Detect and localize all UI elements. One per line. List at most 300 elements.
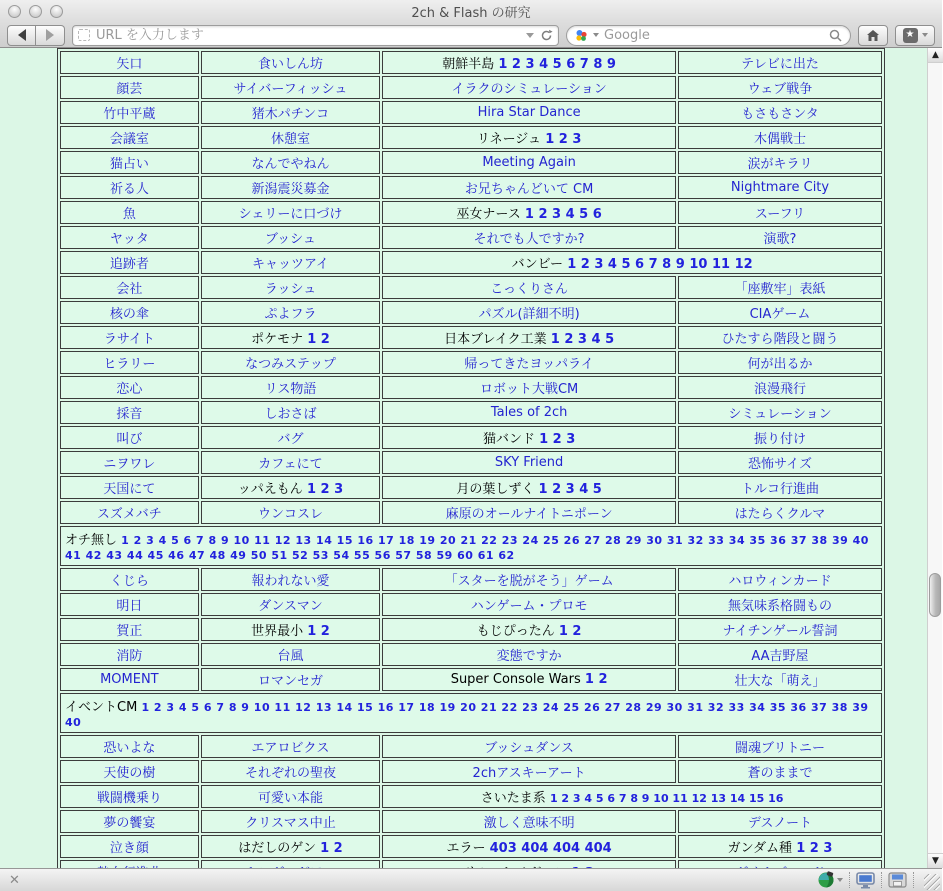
flash-link[interactable]: なんでやねん [251, 157, 330, 172]
table-cell [60, 501, 199, 524]
series-label: リネージュ [476, 132, 546, 147]
episode-links[interactable]: 1 2 3 4 5 6 7 8 9 10 11 12 [567, 257, 753, 272]
table-cell [60, 426, 199, 449]
flash-link[interactable]: 「座敷牢」表紙 [734, 282, 826, 297]
flash-link[interactable]: 戦闘機乗り [96, 791, 162, 806]
flash-link[interactable]: 帰ってきたヨッパライ [464, 357, 594, 372]
flash-link[interactable]: 賀正 [116, 624, 143, 639]
flash-link[interactable]: ダンスマン [258, 599, 323, 614]
series-label: Super Console Wars [450, 672, 585, 687]
display-status-button[interactable] [856, 872, 875, 889]
table-row [60, 735, 882, 758]
episode-links[interactable]: 1 2 3 4 5 6 7 8 9 [498, 57, 616, 72]
extension-dropdown-icon [837, 878, 843, 882]
flash-link[interactable]: 2chアスキーアート [472, 766, 586, 781]
table-cell [60, 401, 199, 424]
flash-link[interactable]: イラクのシミュレーション [451, 82, 607, 97]
table-row [60, 451, 882, 474]
flash-link[interactable]: 恐怖サイズ [748, 457, 812, 472]
table-cell [201, 276, 381, 299]
flash-link[interactable]: 食いしん坊 [257, 57, 323, 72]
flash-link[interactable]: くじら [109, 574, 149, 589]
flash-link[interactable]: 会社 [116, 282, 143, 297]
table-cell [678, 618, 882, 641]
table-row [60, 151, 882, 174]
table-row [60, 810, 882, 833]
table-cell [60, 451, 199, 474]
table-cell [201, 326, 381, 349]
flash-link[interactable]: Hira Star Dance [477, 105, 581, 120]
flash-link[interactable]: 天使の樹 [103, 766, 156, 781]
flash-link[interactable]: 休憩室 [270, 132, 310, 147]
flash-link[interactable]: 演歌? [763, 232, 797, 247]
table-row [60, 351, 882, 374]
flash-link[interactable]: 壮大な「萌え」 [734, 674, 826, 689]
table-cell [678, 760, 882, 783]
table-row [60, 785, 882, 808]
table-cell [382, 151, 676, 174]
flash-link[interactable]: 無気味系格闘もの [727, 599, 832, 614]
vertical-scrollbar[interactable] [927, 48, 942, 868]
flash-link[interactable]: なつみステップ [245, 357, 336, 372]
flash-link[interactable]: 会議室 [109, 132, 149, 147]
series-label: 日本ブレイク工業 [444, 332, 551, 347]
series-label: バンビー [511, 257, 568, 272]
flash-link[interactable]: 新潟震災募金 [251, 182, 330, 197]
table-cell [382, 643, 676, 666]
flash-link[interactable]: キャッツアイ [252, 257, 329, 272]
table-cell [678, 810, 882, 833]
table-cell [60, 126, 199, 149]
flash-link[interactable]: Meeting Again [482, 155, 576, 170]
table-row [60, 251, 882, 274]
table-cell [382, 401, 676, 424]
table-cell [201, 176, 381, 199]
table-cell [201, 785, 381, 808]
table-row [60, 668, 882, 691]
table-row [60, 501, 882, 524]
flash-link[interactable]: 追跡者 [109, 257, 149, 272]
series-label: さいたま系 [480, 791, 550, 806]
table-cell [382, 326, 676, 349]
flash-link[interactable]: 明日 [116, 599, 143, 614]
separator [881, 872, 882, 888]
table-row [60, 693, 882, 733]
flash-link[interactable]: バグ [277, 432, 304, 447]
episode-links[interactable]: 1 2 3 [539, 432, 576, 447]
flash-link[interactable]: ハロウィンカード [728, 574, 832, 589]
star-icon: ★ [903, 28, 918, 43]
table-cell [201, 760, 381, 783]
table-cell [201, 351, 381, 374]
table-row [60, 301, 882, 324]
flash-link[interactable]: スーフリ [754, 207, 806, 222]
flash-link[interactable]: 猪木パチンコ [251, 107, 330, 122]
episode-links[interactable]: 1 2 [307, 332, 330, 347]
table-cell [60, 568, 199, 591]
table-cell [201, 593, 381, 616]
browser-chrome [0, 0, 942, 48]
table-cell [678, 835, 882, 858]
search-icon[interactable] [829, 29, 842, 42]
table-cell [382, 176, 676, 199]
table-cell [201, 643, 381, 666]
flash-link[interactable]: ラッシュ [264, 282, 317, 297]
flash-link[interactable]: 「スターを脱がそう」ゲーム [444, 574, 614, 589]
table-cell [382, 835, 676, 858]
table-cell [678, 201, 882, 224]
flash-link[interactable]: 夢の饗宴 [103, 816, 156, 831]
home-button[interactable] [858, 25, 888, 46]
table-cell [60, 476, 199, 499]
back-button[interactable] [7, 25, 36, 46]
flash-link[interactable]: 顔芸 [116, 82, 143, 97]
flash-link[interactable]: 祈る人 [109, 182, 149, 197]
episode-links[interactable]: 1 2 3 4 5 [538, 482, 602, 497]
table-row [60, 326, 882, 349]
table-cell [678, 276, 882, 299]
flash-link[interactable]: デスノート [747, 816, 813, 831]
table-cell [201, 101, 381, 124]
series-label: ガンダム種 [727, 841, 797, 856]
flash-link[interactable]: ヒラリー [103, 357, 156, 372]
episode-links[interactable]: 1 2 3 4 5 6 [524, 207, 602, 222]
flash-link[interactable]: それでも人ですか? [473, 232, 585, 247]
flash-link[interactable]: 猫占い [109, 157, 149, 172]
table-cell [678, 426, 882, 449]
disk-status-button[interactable] [888, 872, 907, 888]
flash-link[interactable]: スズメバチ [96, 507, 162, 522]
series-label: 月の葉しずく [456, 482, 539, 497]
url-input[interactable] [96, 28, 520, 43]
episode-links[interactable]: 1 2 3 [796, 841, 833, 856]
flash-link[interactable]: 報われない愛 [251, 574, 330, 589]
flash-link[interactable]: Tales of 2ch [490, 405, 568, 420]
flash-link[interactable]: 振り付け [753, 432, 806, 447]
episode-links[interactable]: 403 404 404 404 [489, 841, 612, 856]
table-cell [201, 568, 381, 591]
flash-link[interactable]: シミュレーション [728, 407, 832, 422]
table-cell [201, 501, 381, 524]
flash-link[interactable]: 麻原のオールナイトニポーン [445, 507, 613, 522]
table-cell [60, 301, 199, 324]
table-cell [382, 251, 882, 274]
flash-link[interactable]: はたらくクルマ [734, 507, 826, 522]
table-row [60, 201, 882, 224]
series-label: もじぴったん [476, 624, 559, 639]
table-row [60, 276, 882, 299]
table-cell [201, 618, 381, 641]
table-cell [201, 151, 381, 174]
separator [849, 872, 850, 888]
table-cell [382, 476, 676, 499]
search-engine-dropdown-icon[interactable] [593, 33, 599, 37]
flash-link[interactable]: サイバーフィッシュ [233, 82, 348, 97]
url-dropdown-icon[interactable] [526, 33, 534, 38]
flash-index-table [57, 48, 885, 886]
table-row [60, 835, 882, 858]
series-label: オチ無し [65, 533, 122, 548]
episode-links[interactable]: 1 2 3 [306, 482, 344, 497]
table-cell [60, 810, 199, 833]
table-cell [382, 785, 882, 808]
flash-link[interactable]: 変態ですか [496, 649, 562, 664]
flash-link[interactable]: ヤッタ [109, 232, 149, 247]
flash-link[interactable]: 涙がキラリ [747, 157, 813, 172]
table-cell [60, 76, 199, 99]
flash-link[interactable]: ロボット大戦CM [479, 382, 579, 397]
table-cell [678, 351, 882, 374]
table-cell [678, 451, 882, 474]
flash-link[interactable]: 浪漫飛行 [753, 382, 806, 397]
episode-links[interactable]: 1 2 [307, 624, 330, 639]
flash-link[interactable]: AA吉野屋 [751, 649, 809, 664]
flash-link[interactable]: ロマンセガ [257, 674, 323, 689]
flash-link[interactable]: 激しく意味不明 [483, 816, 575, 831]
episode-links[interactable]: 1 2 [558, 624, 582, 639]
flash-link[interactable]: ラサイト [103, 332, 155, 347]
table-row [60, 101, 882, 124]
table-cell [60, 51, 199, 74]
bookmarks-button[interactable] [895, 25, 935, 46]
table-row [60, 476, 882, 499]
episode-links[interactable]: 1 2 [584, 672, 608, 687]
google-logo-icon[interactable] [575, 29, 588, 42]
table-cell [60, 618, 199, 641]
flash-link[interactable]: エアロビクス [251, 741, 330, 756]
flash-link[interactable]: MOMENT [100, 672, 159, 687]
table-cell [201, 401, 381, 424]
flash-link[interactable]: ウェブ戦争 [747, 82, 813, 97]
flash-link[interactable]: 核の傘 [109, 307, 149, 322]
flash-link[interactable]: ひたすら階段と闘う [721, 332, 839, 347]
table-cell [678, 668, 882, 691]
episode-links[interactable]: 1 2 3 4 5 6 7 8 9 10 11 12 13 14 15 16 [549, 792, 784, 805]
table-cell [678, 735, 882, 758]
table-cell [201, 226, 381, 249]
title-bar[interactable] [0, 0, 942, 22]
flash-link[interactable]: Nightmare City [730, 180, 830, 195]
table-cell [678, 51, 882, 74]
flash-link[interactable]: 何が出るか [747, 357, 813, 372]
series-label: ポケモナ [251, 332, 308, 347]
table-cell [382, 568, 676, 591]
scroll-down-button[interactable] [928, 853, 943, 868]
scroll-down-arrow-icon: ▼ [932, 855, 939, 866]
table-cell [60, 326, 199, 349]
table-cell [60, 835, 199, 858]
display-icon [856, 872, 875, 889]
flash-link[interactable]: ハンゲーム・プロモ [470, 599, 588, 614]
series-label: はだしのゲン [238, 841, 321, 856]
table-cell [678, 593, 882, 616]
table-cell [382, 276, 676, 299]
table-cell [382, 668, 676, 691]
table-cell [382, 351, 676, 374]
flash-link[interactable]: 恐いよな [103, 741, 156, 756]
flash-link[interactable]: 叫び [116, 432, 143, 447]
nav-button-group [7, 25, 65, 46]
series-label: ッパえもん [237, 482, 307, 497]
table-cell [201, 476, 381, 499]
table-cell [201, 201, 381, 224]
reload-icon[interactable] [540, 29, 553, 42]
flash-link[interactable]: ナイチンゲール誓詞 [722, 624, 838, 639]
table-cell [60, 101, 199, 124]
flash-link[interactable]: 矢口 [116, 57, 143, 72]
flash-link[interactable]: カフェにて [258, 457, 323, 472]
table-cell [60, 785, 199, 808]
close-icon[interactable]: ✕ [9, 872, 20, 888]
status-bar [0, 868, 942, 891]
flash-link[interactable]: 台風 [277, 649, 304, 664]
table-cell [60, 251, 199, 274]
table-cell [678, 301, 882, 324]
flash-link[interactable]: シェリーに口づけ [238, 207, 343, 222]
table-cell [60, 201, 199, 224]
table-cell [678, 326, 882, 349]
resize-grip[interactable] [924, 874, 940, 890]
table-cell [201, 126, 381, 149]
flash-link[interactable]: 消防 [116, 649, 143, 664]
flash-link[interactable]: リス物語 [264, 382, 317, 397]
scroll-up-arrow-icon: ▲ [932, 49, 939, 60]
table-cell [382, 760, 676, 783]
table-row [60, 760, 882, 783]
table-cell [382, 201, 676, 224]
series-label: 世界最小 [251, 624, 308, 639]
table-cell [382, 426, 676, 449]
episode-links[interactable]: 1 2 [320, 841, 343, 856]
flash-link[interactable]: ウンコスレ [257, 507, 323, 522]
table-cell [201, 735, 381, 758]
table-row [60, 51, 882, 74]
table-cell [60, 276, 199, 299]
table-cell [201, 835, 381, 858]
flash-link[interactable]: ブッシュ [265, 232, 316, 247]
table-cell [201, 810, 381, 833]
table-cell [201, 76, 381, 99]
episode-links[interactable]: 1 2 3 4 5 6 7 8 9 10 11 12 13 14 15 16 17 18 19 20 21 22 23 24 25 26 27 28 29 30 31 32 33 34 35 36 37 38 39 40 [65, 701, 869, 729]
scrollbar-thumb[interactable] [929, 573, 941, 617]
flash-link[interactable]: 竹中平蔵 [103, 107, 156, 122]
flash-link[interactable]: 天国にて [103, 482, 156, 497]
table-cell [382, 226, 676, 249]
navigation-toolbar [0, 22, 942, 48]
wide-series-cell [60, 526, 882, 566]
flash-link[interactable]: 闘魂ブリトニー [735, 741, 825, 756]
table-row [60, 126, 882, 149]
table-row [60, 226, 882, 249]
table-cell [382, 451, 676, 474]
table-cell [60, 760, 199, 783]
flash-link[interactable]: しおさば [264, 407, 317, 422]
episode-links[interactable]: 1 2 3 [545, 132, 582, 147]
table-cell [201, 251, 381, 274]
table-cell [60, 735, 199, 758]
flash-link[interactable]: パズル(詳細不明) [478, 307, 580, 322]
table-cell [678, 401, 882, 424]
table-cell [382, 810, 676, 833]
table-cell [60, 643, 199, 666]
disk-icon [888, 872, 907, 888]
table-row [60, 526, 882, 566]
table-cell [382, 618, 676, 641]
table-cell [201, 301, 381, 324]
table-cell [60, 668, 199, 691]
table-cell [60, 176, 199, 199]
flash-link[interactable]: こっくりさん [490, 282, 568, 297]
flash-link[interactable]: CIAゲーム [749, 307, 811, 322]
table-cell [678, 643, 882, 666]
forward-button[interactable] [36, 25, 65, 46]
search-input[interactable] [604, 28, 824, 43]
flash-link[interactable]: トルコ行進曲 [740, 482, 819, 497]
flash-link[interactable]: 木偶戦士 [753, 132, 806, 147]
series-label: 巫女ナース [456, 207, 525, 222]
flash-link[interactable]: もさもさンタ [741, 107, 819, 122]
table-row [60, 593, 882, 616]
table-cell [201, 426, 381, 449]
flash-link[interactable]: 泣き顔 [109, 841, 149, 856]
flash-link[interactable]: テレビに出た [741, 57, 819, 72]
flash-link[interactable]: それぞれの聖夜 [244, 766, 336, 781]
table-cell [678, 151, 882, 174]
series-label: エラー [446, 841, 490, 856]
table-cell [201, 668, 381, 691]
table-cell [382, 376, 676, 399]
table-cell [60, 376, 199, 399]
scroll-up-button[interactable] [928, 48, 943, 63]
table-cell [382, 501, 676, 524]
table-cell [678, 76, 882, 99]
flash-link[interactable]: お兄ちゃんどいて CM [464, 182, 594, 197]
search-bar[interactable] [566, 25, 851, 46]
table-cell [201, 451, 381, 474]
extension-globe-button[interactable] [817, 871, 843, 889]
table-row [60, 618, 882, 641]
table-cell [678, 568, 882, 591]
wide-series-cell [60, 693, 882, 733]
separator [913, 872, 914, 888]
table-cell [678, 476, 882, 499]
flash-link[interactable]: ブッシュダンス [484, 741, 574, 756]
flash-link[interactable]: 恋心 [116, 382, 143, 397]
table-row [60, 568, 882, 591]
table-cell [382, 76, 676, 99]
flash-link[interactable]: 魚 [122, 207, 136, 222]
address-bar[interactable] [72, 25, 559, 46]
table-cell [678, 176, 882, 199]
flash-link[interactable]: 採音 [116, 407, 143, 422]
globe-icon [817, 871, 835, 889]
flash-link[interactable]: ニヲワレ [103, 457, 156, 472]
episode-links[interactable]: 1 2 3 4 5 6 7 8 9 10 11 12 13 14 15 16 17 18 19 20 21 22 23 24 25 26 27 28 29 30 31 32 33 34 35 36 37 38 39 40 41 42 43 44 45 46 47 48 49 50 51 52 53 54 55 56 57 58 59 60 61 62 [65, 534, 869, 562]
flash-link[interactable]: クリスマス中止 [245, 816, 336, 831]
table-cell [678, 101, 882, 124]
episode-links[interactable]: 1 2 3 4 5 [550, 332, 615, 347]
flash-link[interactable]: SKY Friend [494, 455, 564, 470]
flash-link[interactable]: 蒼のままで [747, 766, 813, 781]
flash-link[interactable]: 可愛い本能 [257, 791, 323, 806]
flash-link[interactable]: ぷよフラ [264, 307, 317, 322]
table-row [60, 176, 882, 199]
table-cell [678, 226, 882, 249]
bookmarks-dropdown-icon [922, 33, 928, 37]
table-cell [60, 151, 199, 174]
favicon-placeholder-icon [78, 29, 90, 41]
table-cell [60, 226, 199, 249]
